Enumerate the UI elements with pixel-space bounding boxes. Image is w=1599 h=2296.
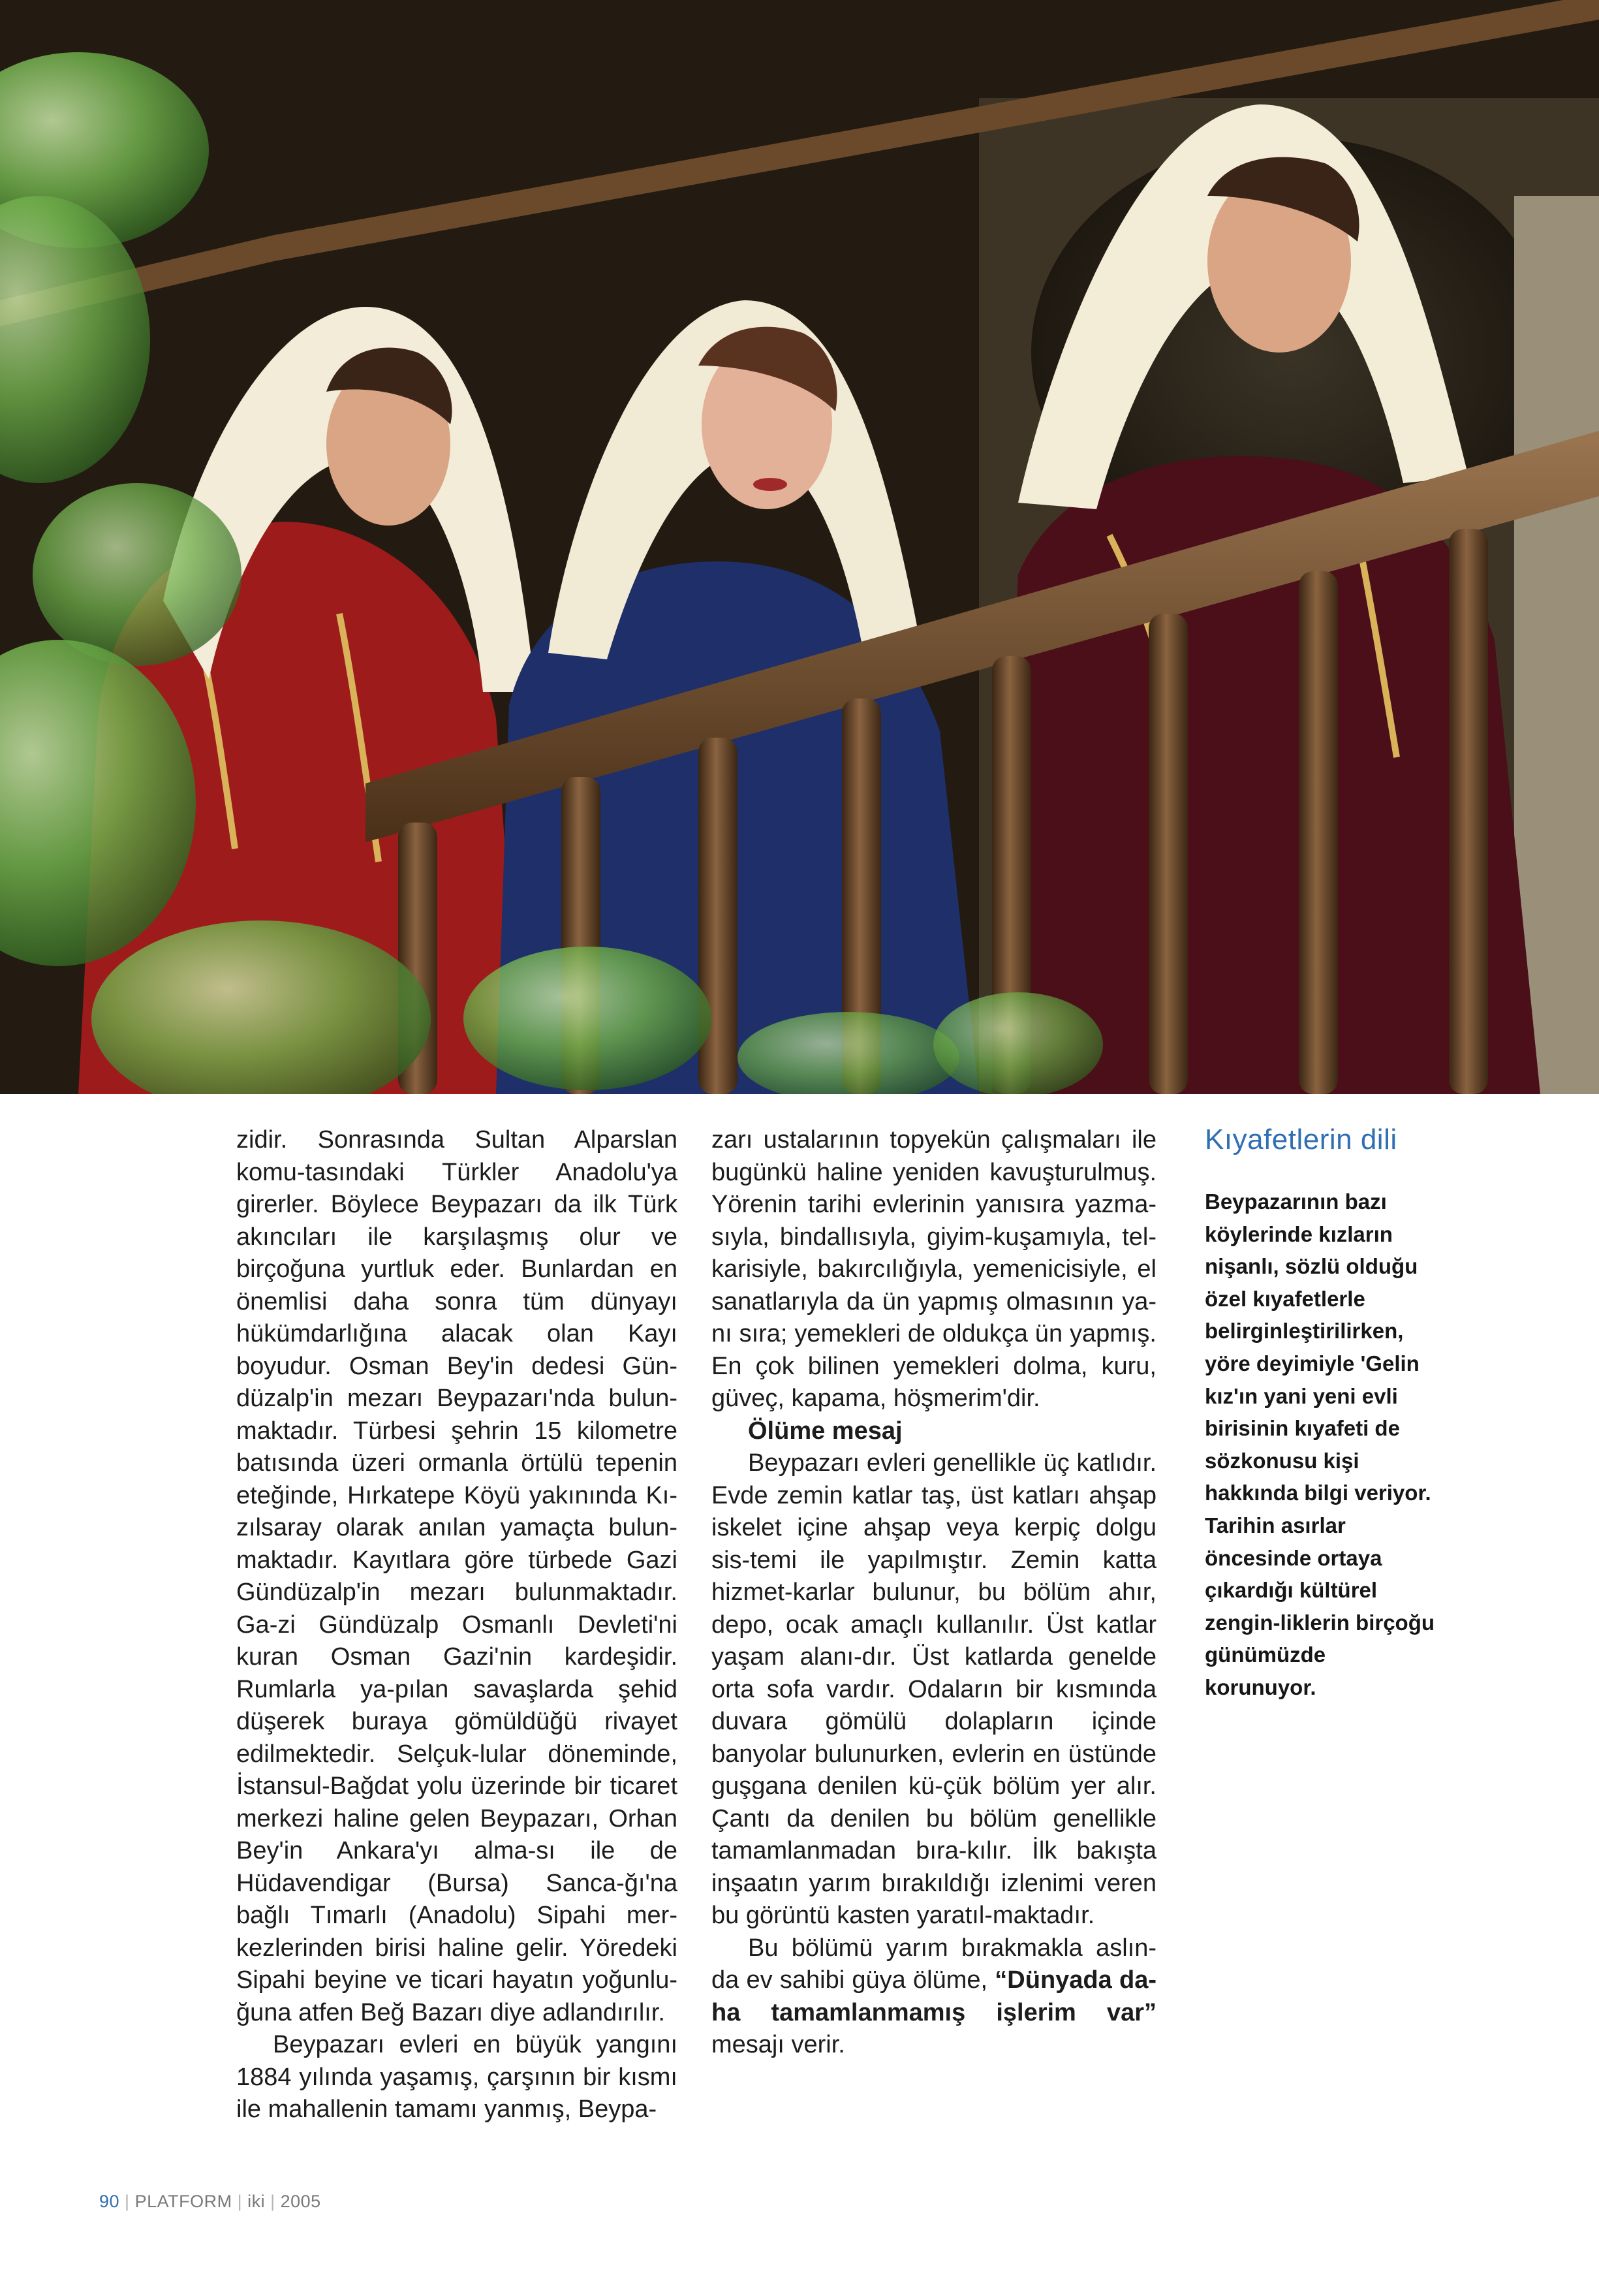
sidebar-box bbox=[1205, 1120, 1440, 1704]
paragraph-tail: mesajı verir. bbox=[711, 2031, 845, 2058]
paragraph: Beypazarı evleri genellikle üç katlıdır. Evde zemin katlar taş, üst katları ahşap iskelet içine ahşap veya kerpiç dolgu sis-temi ile yapılmıştır. Zemin katta hizmet-karlar bulunur, bu bölüm ahır, depo, ocak amaçlı kullanılır. Üst katlar yaşam alanı-dır. Üst katlarda genelde orta sofa vardır. Odaların bir kısmında duvara gömülü dolapların içinde banyolar bulunurken, evlerin en üstünde guşgana denilen kü-çük bölüm yer alır. Çantı da denilen bu bölüm genellikle tamamlanmadan bıra-kılır. İlk bakışta inşaatın yarım bırakıldığı izlenimi veren bu görüntü kasten yaratıl-maktadır. bbox=[711, 1449, 1157, 1929]
footer-separator: | bbox=[270, 2192, 275, 2211]
paragraph: Beypazarı evleri en büyük yangını 1884 yılında yaşamış, çarşının bir kısmı ile mahallenin tamamı yanmış, Beypa- bbox=[236, 2031, 677, 2123]
issue-year: 2005 bbox=[280, 2192, 321, 2211]
paragraph: zidir. Sonrasında Sultan Alparslan komu-tasındaki Türkler Anadolu'ya girerler. Böylece Beypazarı da ilk Türk akıncıları ile karşılaşmış olur ve birçoğuna yurtluk eder. Bunlardan en önemlisi daha sonra tüm dünyayı hükümdarlığına alacak olan Kayı boyudur. Osman Bey'in dedesi Gün-düzalp'in mezarı Beypazarı'nda bulun-maktadır. Türbesi şehrin 15 kilometre batısında üzeri ormanla örtülü tepenin eteğinde, Hırkatepe Köyü yakınında Kı-zılsaray olarak anılan yamaçta bulun-maktadır. Kayıtlara göre türbede Gazi Gündüzalp'in mezarı bulunmaktadır. Ga-zi Gündüzalp Osmanlı Devleti'ni kuran Osman Gazi'nin kardeşidir. Rumlarla ya-pılan savaşlarda şehid düşerek buraya gömüldüğü rivayet edilmektedir. Selçuk-lular döneminde, İstansul-Bağdat yolu üzerinde bir ticaret merkezi haline gelen Beypazarı, Orhan Bey'in Ankara'yı alma-sı ile de Hüdavendigar (Bursa) Sanca-ğı'na bağlı Tımarlı (Anadolu) Sipahi mer-kezlerinden birisi haline gelir. Yöredeki Sipahi beyine ve ticari hayatın yoğunlu-ğuna atfen Beğ Bazarı diye adlandırılır. bbox=[236, 1126, 677, 2026]
issue-name: iki bbox=[247, 2192, 266, 2211]
header-photo bbox=[0, 0, 1599, 1094]
sidebar-title: Kıyafetlerin dili bbox=[1205, 1124, 1397, 1156]
page-number: 90 bbox=[99, 2192, 120, 2211]
paragraph bbox=[711, 1932, 1157, 2062]
photo-illustration bbox=[0, 0, 1599, 1094]
magazine-name: PLATFORM bbox=[134, 2192, 232, 2211]
page-footer bbox=[99, 2188, 321, 2214]
column bbox=[1514, 196, 1599, 1094]
article-column-1 bbox=[236, 1124, 677, 2126]
section-heading: Ölüme mesaj bbox=[748, 1417, 903, 1445]
sidebar-body: Beypazarının bazı köylerinde kızların nişanlı, sözlü olduğu özel kıyafetlerle belirginleştirilirken, yöre deyimiyle 'Gelin kız'ın yani yeni evli birisinin kıyafeti de sözkonusu kişi hakkında bilgi veriyor. Tarihin asırlar öncesinde ortaya çıkardığı kültürel zengin-liklerin birçoğu günümüzde korunuyor. bbox=[1205, 1189, 1435, 1699]
footer-separator: | bbox=[237, 2192, 243, 2211]
paragraph: zarı ustalarının topyekün çalışmaları ile bugünkü haline yeniden kavuşturulmuş. Yörenin tarihi evlerinin yanısıra yazma-sıyla, bindallısıyla, giyim-kuşamıyla, tel-karisiyle, bakırcılığıyla, yemenicisiyle, el sanatlarıyla da ün yapmış olmasının ya-nı sıra; yemekleri de oldukça ün yapmış. En çok bilinen yemekleri dolma, kuru, güveç, kapama, höşmerim'dir. bbox=[711, 1126, 1157, 1412]
paragraph-lead: Bu bölümü yarım bırakmakla aslın-da ev sahibi güya ölüme, bbox=[711, 1934, 1157, 1994]
footer-separator: | bbox=[125, 2192, 130, 2211]
pull-quote: “Dünyada da-ha tamamlanmamış işlerim var” bbox=[711, 1966, 1157, 2026]
article-column-2 bbox=[711, 1124, 1157, 2062]
